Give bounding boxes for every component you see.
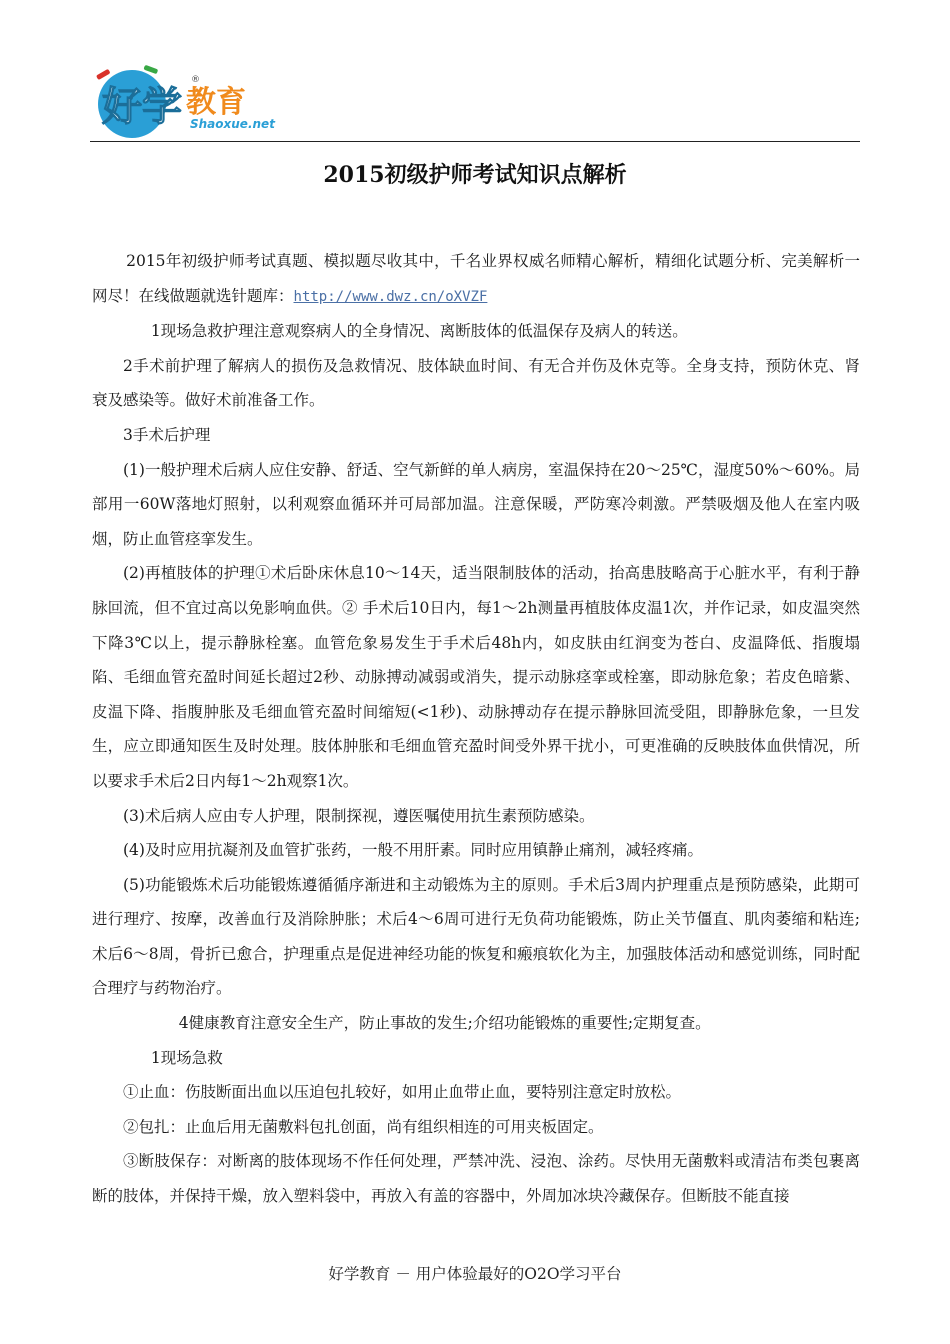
paragraph: (5)功能锻炼术后功能锻炼遵循循序渐进和主动锻炼为主的原则。手术后3周内护理重点是预防感染，此期可进行理疗、按摩，改善血行及消除肿胀；术后4～6周可进行无负荷功能锻炼，防止关节僵直、肌肉萎缩和粘连;术后6～8周，骨折已愈合，护理重点是促进神经功能的恢复和瘢痕软化为主，加强肢体活动和感觉训练，同时配合理疗与药物治疗。 [92,875,860,998]
document-title: 2015初级护师考试知识点解析 [323,162,627,188]
paragraph: 3手术后护理 [123,425,211,444]
intro-text: 2015年初级护师考试真题、模拟题尽收其中，千名业界权威名师精心解析，精细化试题分析、完美解析一网尽！在线做题就选针题库： [92,252,860,305]
brand-logo [88,64,288,142]
header-divider [90,141,860,142]
logo-brand-text2: 教育 [186,85,246,120]
logo-brand-text: 好学 [102,84,182,130]
document-body [92,244,860,1214]
paragraph: 1现场急救 [150,1048,223,1067]
logo-accent-green [143,65,158,74]
intro-paragraph [92,244,860,314]
question-bank-link[interactable]: http://www.dwz.cn/oXVZF [293,288,488,305]
paragraph: 1现场急救护理注意观察病人的全身情况、离断肢体的低温保存及病人的转送。 [150,322,688,341]
paragraph: (2)再植肢体的护理①术后卧床休息10～14天，适当限制肢体的活动，抬高患肢略高于心脏水平，有利于静脉回流，但不宜过高以免影响血供。② 手术后10日内，每1～2h测量再植肢体皮温1次，并作记录，如皮温突然下降3℃以上，提示静脉栓塞。血管危象易发生于手术后48h内，如皮肤由红润变为苍白、皮温降低、指腹塌陷、毛细血管充盈时间延长超过2秒、动脉搏动减弱或消失，提示动脉痉挛或栓塞，即动脉危象；若皮色暗紫、皮温下降、指腹肿胀及毛细血管充盈时间缩短(<1秒)、动脉搏动存在提示静脉回流受阻，即静脉危象，一旦发生，应立即通知医生及时处理。肢体肿胀和毛细血管充盈时间受外界干扰小，可更准确的反映肢体血供情况，所以要求手术后2日内每1～2h观察1次。 [92,564,860,790]
paragraph: ③断肢保存：对断离的肢体现场不作任何处理，严禁冲洗、浸泡、涂药。尽快用无菌敷料或清洁布类包裹离断的肢体，并保持干燥，放入塑料袋中，再放入有盖的容器中，外周加冰块冷藏保存。但断肢不能直接 [92,1152,860,1206]
paragraph: 4健康教育注意安全生产，防止事故的发生;介绍功能锻炼的重要性;定期复查。 [178,1014,711,1033]
paragraph: 2手术前护理了解病人的损伤及急救情况、肢体缺血时间、有无合并伤及休克等。全身支持，预防休克、肾衰及感染等。做好术前准备工作。 [92,356,860,410]
paragraph: ①止血：伤肢断面出血以压迫包扎较好，如用止血带止血，要特别注意定时放松。 [123,1083,682,1102]
paragraph: (4)及时应用抗凝剂及血管扩张药，一般不用肝素。同时应用镇静止痛剂，减轻疼痛。 [123,841,703,860]
paragraph: ②包扎：止血后用无菌敷料包扎创面，尚有组织相连的可用夹板固定。 [123,1117,604,1136]
logo-graphic [88,64,288,142]
page-footer: 好学教育 － 用户体验最好的O2O学习平台 [328,1265,622,1283]
logo-accent-red [96,69,111,80]
logo-site-text: Shaoxue.net [190,117,275,131]
paragraph: (1)一般护理术后病人应住安静、舒适、空气新鲜的单人病房，室温保持在20～25℃，湿度50%～60%。局部用一60W落地灯照射，以利观察血循环并可局部加温。注意保暖，严防寒冷刺激。严禁吸烟及他人在室内吸烟，防止血管痉挛发生。 [92,460,860,548]
logo-registered-mark: ® [191,75,200,85]
paragraph: (3)术后病人应由专人护理，限制探视，遵医嘱使用抗生素预防感染。 [123,806,595,825]
